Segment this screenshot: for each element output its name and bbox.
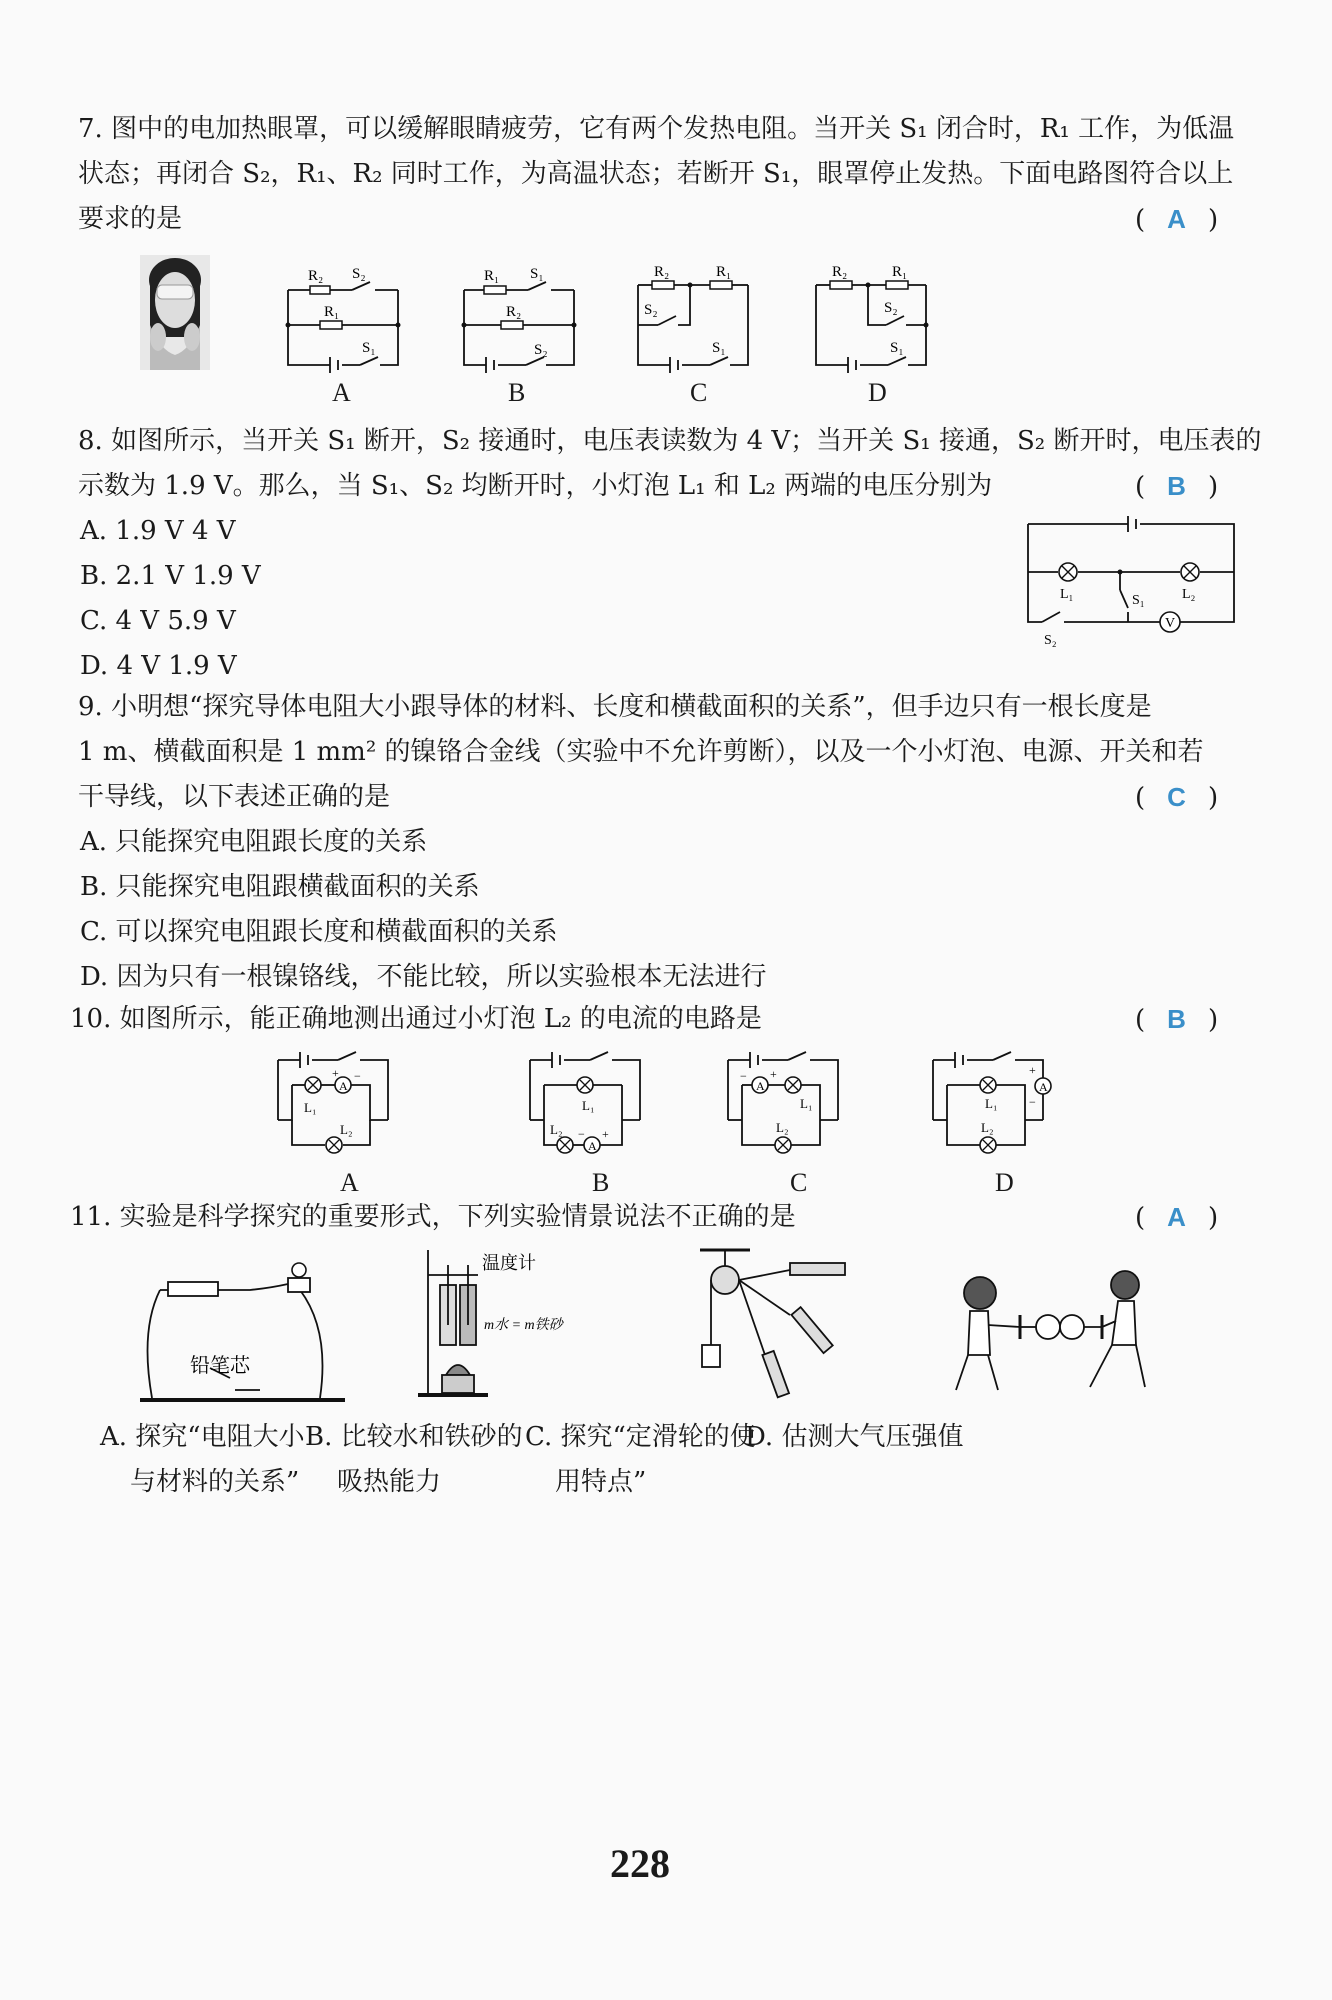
q7-circuit-c <box>630 260 760 375</box>
label-s2: S₂ <box>884 300 898 316</box>
label-mass-equal: m水 = m铁砂 <box>484 1318 563 1333</box>
label-l2: L₂ <box>550 1122 563 1137</box>
svg-text:+: + <box>332 1066 339 1080</box>
q7-answer: A <box>1167 204 1186 234</box>
q11-figure-c-pulley <box>690 1245 890 1410</box>
label-thermometer: 温度计 <box>482 1253 536 1273</box>
svg-text:−: − <box>578 1127 585 1141</box>
q11-figure-a-pencil-lead <box>140 1260 350 1405</box>
q7-caption-d: D <box>868 378 887 407</box>
q11-option-b-2: 吸热能力 <box>337 1467 442 1497</box>
voltmeter <box>1160 612 1180 632</box>
q11-option-a-2: 与材料的关系” <box>130 1467 300 1497</box>
label-s1: S₁ <box>712 340 726 356</box>
label-s1: S₁ <box>890 340 904 356</box>
label-s2: S₂ <box>644 302 658 318</box>
ammeter-label: A <box>756 1079 765 1093</box>
q8-circuit <box>1020 512 1250 652</box>
ammeter-label: A <box>1039 1080 1048 1094</box>
label-l2: L₂ <box>1182 587 1196 602</box>
q7-caption-c: C <box>690 378 708 407</box>
label-r1: R₁ <box>324 304 340 320</box>
q10-circuit-d <box>925 1050 1065 1165</box>
label-pencil-lead: 铅笔芯 <box>190 1355 250 1377</box>
bulb-l2 <box>1181 563 1199 581</box>
eye-mask-photo <box>140 255 210 370</box>
q11-line-1: 11. 实验是科学探究的重要形式，下列实验情景说法不正确的是 <box>70 1202 796 1232</box>
q9-option-a: A. 只能探究电阻跟长度的关系 <box>80 827 428 857</box>
resistor-r1 <box>320 321 342 329</box>
q10-caption-c: C <box>790 1168 808 1197</box>
q7-line-3: 要求的是 <box>78 204 183 234</box>
label-s1: S₁ <box>1132 593 1145 608</box>
q8-line-1: 8. 如图所示，当开关 S₁ 断开，S₂ 接通时，电压表读数为 4 V；当开关 S₁ 接通，S₂ 断开时，电压表的 <box>78 426 1262 456</box>
q7-caption-a: A <box>332 378 351 407</box>
label-l1: L₁ <box>800 1096 813 1111</box>
q9-option-c: C. 可以探究电阻跟长度和横截面积的关系 <box>80 917 558 947</box>
q10-caption-b: B <box>592 1168 610 1197</box>
q11-option-b-1: B. 比较水和铁砂的 <box>305 1422 523 1452</box>
svg-text:−: − <box>354 1069 361 1083</box>
svg-text:+: + <box>602 1127 609 1141</box>
q11-option-a-1: A. 探究“电阻大小 <box>100 1422 305 1452</box>
label-l1: L₁ <box>1060 587 1074 602</box>
q7-circuit-a <box>280 260 410 375</box>
q8-option-c: C. 4 V 5.9 V <box>80 606 236 636</box>
q8-answer-bracket: ( B ) <box>1135 471 1219 502</box>
q10-answer: B <box>1167 1004 1186 1034</box>
label-r2: R₂ <box>506 304 522 320</box>
q8-option-d: D. 4 V 1.9 V <box>80 651 237 681</box>
q10-caption-d: D <box>995 1168 1014 1197</box>
label-s2: S₂ <box>534 342 548 358</box>
label-l1: L₁ <box>304 1100 317 1115</box>
q9-option-d: D. 因为只有一根镍铬线，不能比较，所以实验根本无法进行 <box>80 962 767 992</box>
ammeter-label: A <box>339 1079 348 1093</box>
q9-option-b: B. 只能探究电阻跟横截面积的关系 <box>80 872 480 902</box>
label-l1: L₁ <box>985 1096 998 1111</box>
label-r2: R₂ <box>654 264 670 280</box>
q9-answer-bracket: ( C ) <box>1135 782 1219 813</box>
q10-circuit-b <box>522 1050 662 1165</box>
q10-answer-bracket: ( B ) <box>1135 1004 1219 1035</box>
q7-circuit-b <box>456 260 586 375</box>
label-s1: S₁ <box>362 340 376 356</box>
label-r1: R₁ <box>484 268 500 284</box>
label-l1: L₁ <box>582 1098 595 1113</box>
q8-line-2: 示数为 1.9 V。那么，当 S₁、S₂ 均断开时，小灯泡 L₁ 和 L₂ 两端的电压分别为 <box>78 471 993 501</box>
label-s2: S₂ <box>352 266 366 282</box>
label-s2: S₂ <box>1044 633 1057 648</box>
svg-text:V: V <box>1165 616 1176 631</box>
resistor-r2 <box>310 286 330 294</box>
q9-line-3: 干导线，以下表述正确的是 <box>78 782 391 812</box>
q9-line-1: 9. 小明想“探究导体电阻大小跟导体的材料、长度和横截面积的关系”，但手边只有一根长度是 <box>78 692 1152 722</box>
svg-text:+: + <box>1029 1063 1036 1077</box>
q11-figure-d-magdeburg <box>940 1265 1160 1405</box>
q11-answer: A <box>1167 1202 1186 1232</box>
q7-line-2: 状态；再闭合 S₂，R₁、R₂ 同时工作，为高温状态；若断开 S₁，眼罩停止发热。下面电路图符合以上 <box>78 159 1234 189</box>
page-number: 228 <box>610 1841 670 1886</box>
label-l2: L₂ <box>340 1122 353 1137</box>
q8-answer: B <box>1167 471 1186 501</box>
q7-circuit-d <box>808 260 938 375</box>
label-r2: R₂ <box>832 264 848 280</box>
q7-line-1: 7. 图中的电加热眼罩，可以缓解眼睛疲劳，它有两个发热电阻。当开关 S₁ 闭合时，R₁ 工作，为低温 <box>78 114 1235 144</box>
ammeter-label: A <box>588 1139 597 1153</box>
q9-line-2: 1 m、横截面积是 1 mm² 的镍铬合金线（实验中不允许剪断），以及一个小灯泡、电源、开关和若 <box>78 737 1204 767</box>
q10-caption-a: A <box>340 1168 359 1197</box>
q8-option-b: B. 2.1 V 1.9 V <box>80 561 261 591</box>
q10-line-1: 10. 如图所示，能正确地测出通过小灯泡 L₂ 的电流的电路是 <box>70 1004 762 1034</box>
q10-circuit-c <box>720 1050 860 1165</box>
label-r1: R₁ <box>716 264 732 280</box>
q11-answer-bracket: ( A ) <box>1135 1202 1219 1233</box>
q7-answer-bracket: ( A ) <box>1135 204 1219 235</box>
label-s1: S₁ <box>530 266 544 282</box>
q8-option-a: A. 1.9 V 4 V <box>80 516 236 546</box>
q11-option-c-1: C. 探究“定滑轮的使 <box>525 1422 756 1452</box>
bulb-l1 <box>1059 563 1077 581</box>
label-l2: L₂ <box>776 1120 789 1135</box>
q11-option-d-1: D. 估测大气压强值 <box>745 1422 964 1452</box>
label-l2: L₂ <box>981 1120 994 1135</box>
q10-circuit-a <box>270 1050 410 1165</box>
q11-option-c-2: 用特点” <box>555 1467 647 1497</box>
label-r1: R₁ <box>892 264 908 280</box>
q7-caption-b: B <box>508 378 526 407</box>
label-r2: R₂ <box>308 268 324 284</box>
svg-text:+: + <box>770 1067 777 1081</box>
svg-text:−: − <box>1029 1095 1036 1109</box>
q11-figure-b-heating <box>418 1245 578 1405</box>
q9-answer: C <box>1167 782 1186 812</box>
svg-text:−: − <box>740 1069 747 1083</box>
